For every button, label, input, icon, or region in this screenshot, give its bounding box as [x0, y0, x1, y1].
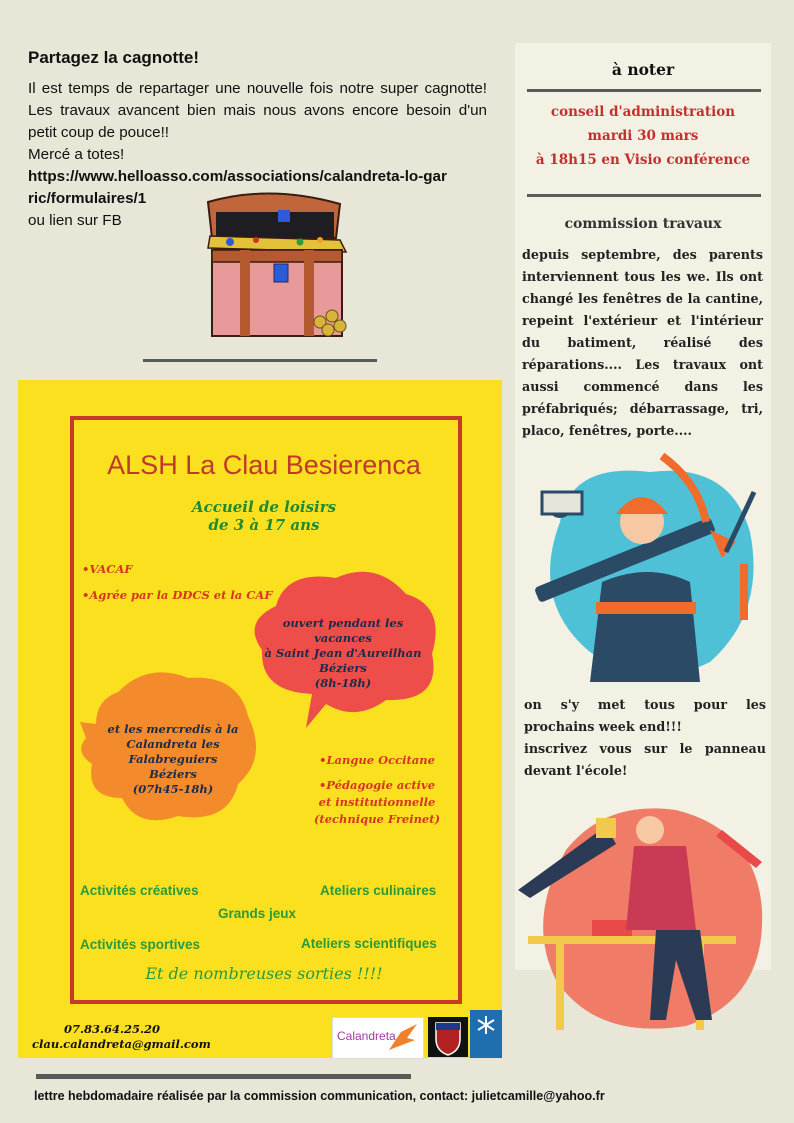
bubble-line: Calandreta les Falabreguiers — [126, 737, 220, 766]
bullet-item: •Pédagogie active — [318, 778, 436, 792]
activity-creatives: Activités créatives — [80, 883, 199, 898]
bubble-line: à Saint Jean d'Aureilhan — [264, 646, 422, 660]
bubble-line: Béziers — [319, 661, 367, 675]
cagnotte-thanks: Mercé a totes! — [28, 146, 125, 163]
footer-text: lettre hebdomadaire réalisée par la commission communication, contact: julietcamille@yahoo.fr — [34, 1089, 605, 1103]
cagnotte-title: Partagez la cagnotte! — [28, 48, 199, 67]
poster-subtitle-line: de 3 à 17 ans — [208, 516, 320, 534]
bullet-item: (technique Freinet) — [313, 812, 441, 826]
crest-icon — [428, 1017, 468, 1057]
poster-subtitle — [74, 498, 454, 534]
call-to-action — [524, 694, 766, 782]
bird-logo-icon — [387, 1022, 419, 1052]
activity-jeux: Grands jeux — [218, 906, 297, 921]
divider — [527, 194, 761, 197]
poster-title: ALSH La Clau Besierenca — [107, 450, 421, 480]
treasure-chest-illustration — [200, 190, 356, 340]
conseil-line: à 18h15 en Visio conférence — [535, 152, 751, 168]
poster-subtitle-line: Accueil de loisirs — [191, 498, 337, 516]
conseil-notice — [520, 100, 766, 172]
poster-bullets-right — [312, 752, 442, 828]
cagnotte-paragraph: Il est temps de repartager une nouvelle fois notre super cagnotte! Les travaux avancent bien mais nous avons encore besoin d'un petit coup de pouce!! — [28, 80, 487, 141]
calandreta-logo — [332, 1017, 424, 1059]
carpenter-illustration — [516, 790, 772, 1034]
activity-scientifiques: Ateliers scientifiques — [301, 936, 437, 951]
bubble-line: Béziers — [149, 767, 197, 781]
poster-contact — [32, 1022, 211, 1052]
bubble-line: (07h45-18h) — [132, 782, 214, 796]
alsh-poster — [18, 380, 502, 1058]
sidebar-heading: à noter — [611, 60, 675, 79]
bubble-line: ouvert pendant les vacances — [282, 616, 404, 645]
poster-sorties: Et de nombreuses sorties !!!! — [145, 964, 383, 983]
calandreta-logo-text: Calandreta — [337, 1029, 396, 1043]
footer-divider — [36, 1074, 411, 1079]
bullet-item: •Agrée par la DDCS et la CAF — [82, 588, 273, 602]
bullet-item: •VACAF — [82, 562, 133, 576]
divider — [527, 89, 761, 92]
divider — [143, 359, 377, 362]
bubble-orange-text — [88, 722, 258, 797]
worker-illustration — [530, 452, 762, 682]
cagnotte-link[interactable]: https://www.helloasso.com/associations/calandreta-lo-garric/formulaires/1 — [28, 168, 447, 207]
activity-culinaires: Ateliers culinaires — [320, 883, 437, 898]
commission-text: depuis septembre, des parents interviennent tous les we. Ils ont changé les fenêtres de la cantine, repeint l'extérieur et l'intérieur du batiment, réalisé des réparations.... Les travaux ont aussi commencé dans les préfabriqués; débarrassage, tri, placo, fenêtres, porte.... — [522, 247, 763, 438]
bullet-item: et institutionnelle — [318, 795, 436, 809]
bubble-red-text — [258, 616, 428, 691]
poster-bullets-left — [82, 556, 273, 608]
cta-line: on s'y met tous pour les prochains week end!!! — [524, 697, 766, 734]
caf-logo — [470, 1010, 502, 1058]
bubble-line: et les mercredis à la — [107, 722, 239, 736]
conseil-line: conseil d'administration — [550, 104, 736, 120]
bullet-item: •Langue Occitane — [319, 753, 435, 767]
snowflake-icon — [470, 1010, 502, 1058]
poster-email[interactable]: clau.calandreta@gmail.com — [32, 1037, 211, 1051]
activity-sportives: Activités sportives — [80, 937, 201, 952]
cagnotte-fb-link[interactable]: ou lien sur FB — [28, 212, 122, 229]
commission-title: commission travaux — [564, 216, 722, 232]
poster-phone: 07.83.64.25.20 — [63, 1022, 161, 1036]
cta-line: inscrivez vous sur le panneau devant l'école! — [524, 741, 766, 778]
bubble-line: (8h-18h) — [314, 676, 372, 690]
conseil-line: mardi 30 mars — [587, 128, 699, 144]
city-crest-logo — [428, 1017, 468, 1057]
